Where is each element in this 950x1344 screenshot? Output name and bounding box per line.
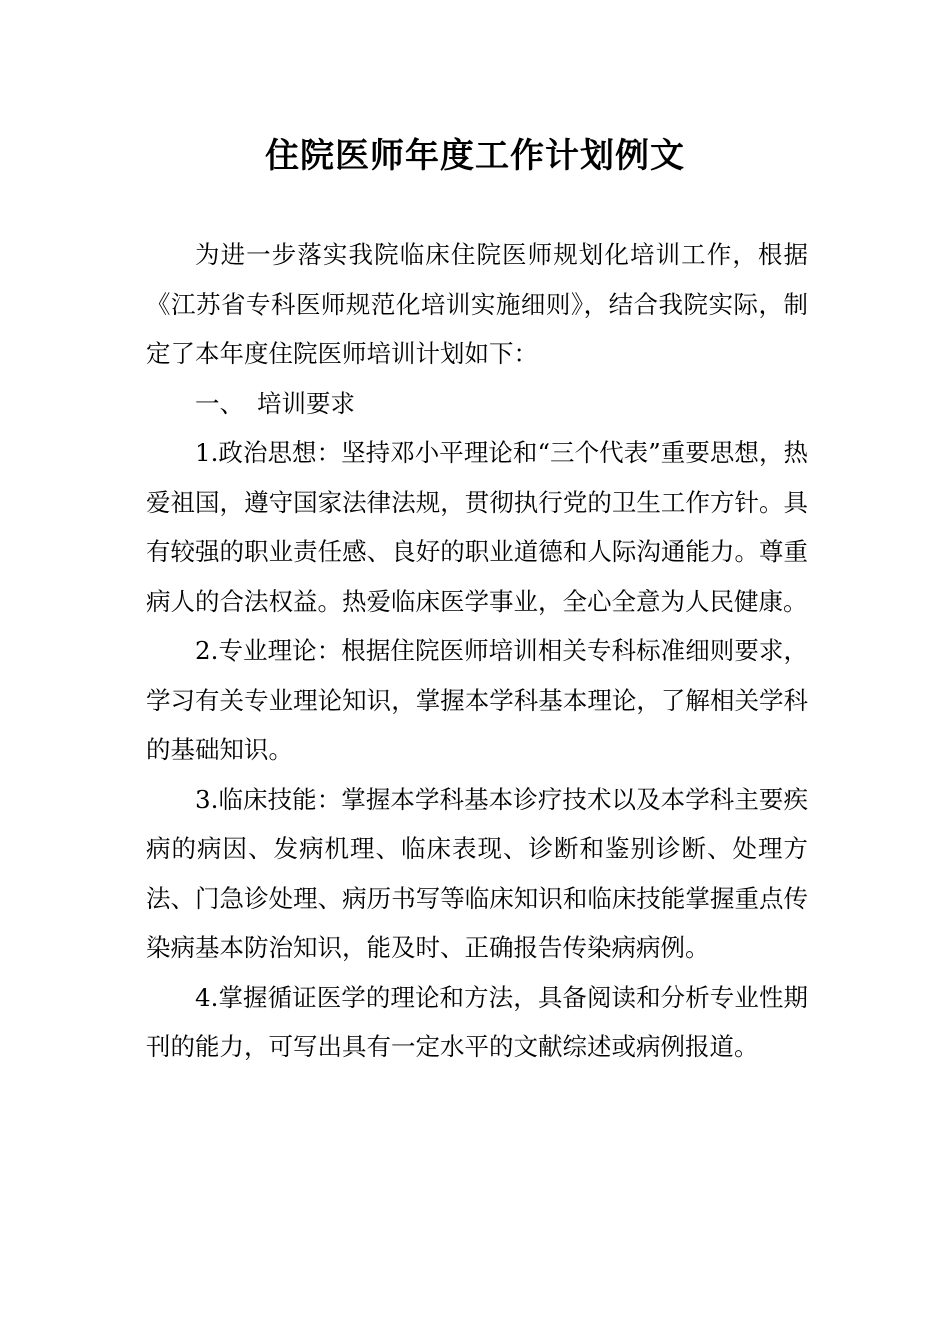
intro-paragraph: 为进一步落实我院临床住院医师规划化培训工作，根据《江苏省专科医师规范化培训实施细则》，结合我院实际，制定了本年度住院医师培训计划如下：	[146, 240, 808, 368]
item-political: 1.政治思想：坚持邓小平理论和“三个代表”重要思想，热爱祖国，遵守国家法律法规，贯彻执行党的卫生工作方针。具有较强的职业责任感、良好的职业道德和人际沟通能力。尊重病人的合法权益。热爱临床医学事业，全心全意为人民健康。	[146, 438, 808, 616]
section-heading	[146, 379, 808, 429]
section-heading-text: 培训要求	[257, 388, 355, 418]
item-clinical-skills: 3.临床技能：掌握本学科基本诊疗技术以及本学科主要疾病的病因、发病机理、临床表现、诊断和鉴别诊断、处理方法、门急诊处理、病历书写等临床知识和临床技能掌握重点传染病基本防治知识，能及时、正确报告传染病病例。	[146, 784, 808, 962]
page-title: 住院医师年度工作计划例文	[265, 136, 685, 176]
section-number: 一、	[195, 388, 244, 418]
item-evidence-based: 4.掌握循证医学的理论和方法，具备阅读和分析专业性期刊的能力，可写出具有一定水平的文献综述或病例报道。	[146, 982, 808, 1061]
item-theory: 2.专业理论：根据住院医师培训相关专科标准细则要求，学习有关专业理论知识，掌握本学科基本理论，了解相关学科的基础知识。	[146, 636, 808, 764]
document-body	[146, 230, 808, 1072]
